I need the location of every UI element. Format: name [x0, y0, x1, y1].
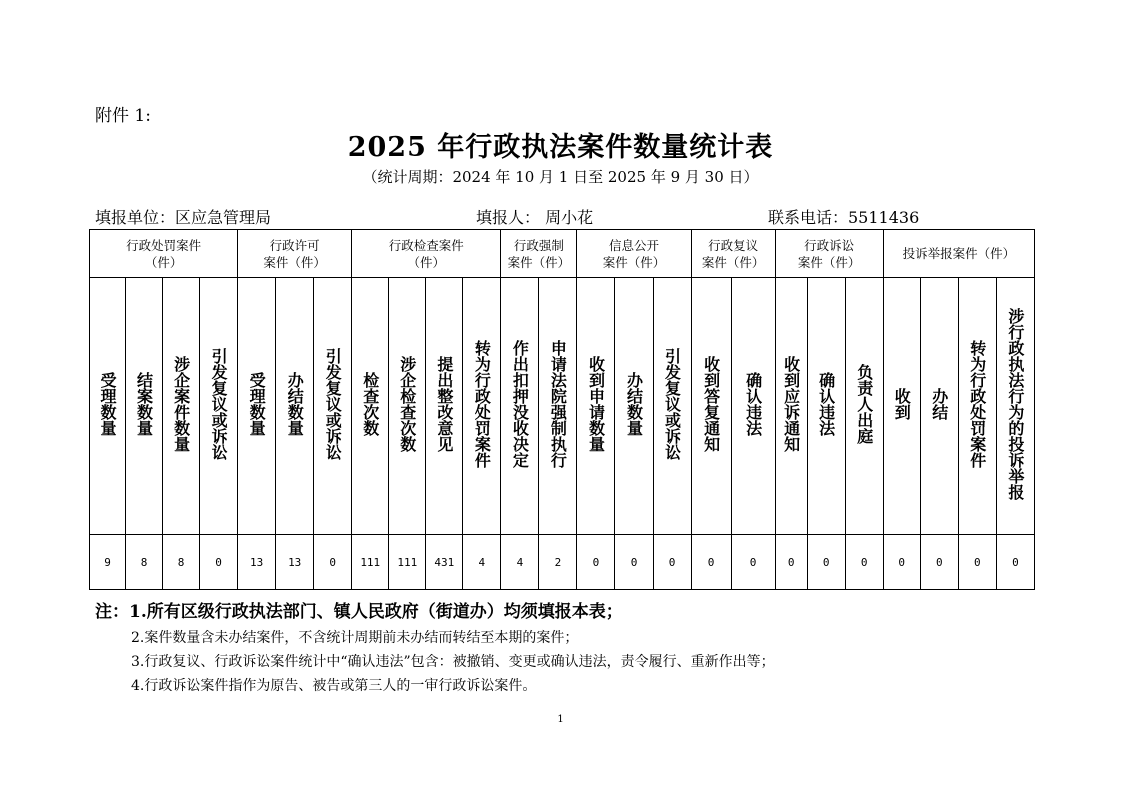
column-header-label: 引发复议或诉讼: [209, 348, 229, 460]
table-cell: 8: [126, 535, 163, 590]
column-header-label: 涉企检查次数: [397, 356, 417, 452]
column-header: [615, 278, 653, 535]
column-header-label: 申请法院强制执行: [548, 340, 568, 468]
column-header: [314, 278, 352, 535]
column-header: [807, 278, 845, 535]
column-header-label: 办结数量: [624, 372, 644, 436]
column-header: [352, 278, 389, 535]
column-header-label: 结案数量: [134, 372, 154, 436]
group-header: 行政诉讼 案件（件）: [775, 230, 883, 278]
column-header: [653, 278, 691, 535]
column-header: [731, 278, 775, 535]
column-header: [996, 278, 1034, 535]
table-cell: 0: [691, 535, 731, 590]
table-cell: 111: [389, 535, 426, 590]
note-4: 4.行政诉讼案件指作为原告、被告或第三人的一审行政诉讼案件。: [131, 678, 537, 694]
column-header: [501, 278, 539, 535]
column-header: [691, 278, 731, 535]
column-header-label: 受理数量: [98, 372, 118, 436]
column-header-label: 引发复议或诉讼: [323, 348, 343, 460]
column-header-label: 涉企案件数量: [171, 356, 191, 452]
group-header: 行政处罚案件 （件）: [90, 230, 238, 278]
table-cell: 0: [615, 535, 653, 590]
column-header-label: 涉行政执法行为的投诉举报: [1005, 308, 1025, 500]
column-header-label: 确认违法: [816, 372, 836, 436]
table-cell: 0: [731, 535, 775, 590]
table-cell: 0: [883, 535, 920, 590]
table-cell: 0: [775, 535, 807, 590]
table-cell: 13: [238, 535, 276, 590]
column-header: [539, 278, 577, 535]
column-header-label: 确认违法: [743, 372, 763, 436]
group-header: 行政复议 案件（件）: [691, 230, 775, 278]
column-header: [775, 278, 807, 535]
table-cell: 9: [90, 535, 126, 590]
reporting-unit: 填报单位：区应急管理局: [95, 208, 272, 227]
column-header: [200, 278, 238, 535]
table-cell: 0: [920, 535, 958, 590]
reporter-name: 填报人： 周小花: [476, 208, 594, 227]
column-header-label: 收到应诉通知: [781, 356, 801, 452]
table-cell: 431: [426, 535, 463, 590]
column-header-label: 转为行政处罚案件: [472, 340, 492, 468]
column-header-label: 办结数量: [285, 372, 305, 436]
column-header: [883, 278, 920, 535]
column-header: [958, 278, 996, 535]
column-header-label: 作出扣押没收决定: [510, 340, 530, 468]
table-cell: 0: [958, 535, 996, 590]
column-header-label: 收到答复通知: [701, 356, 721, 452]
column-header: [845, 278, 883, 535]
group-header: 行政检查案件 （件）: [352, 230, 501, 278]
column-header: [238, 278, 276, 535]
contact-phone: 联系电话：5511436: [768, 208, 920, 227]
note-1: 注：1.所有区级行政执法部门、镇人民政府（街道办）均须填报本表；: [95, 602, 623, 622]
table-cell: 8: [163, 535, 200, 590]
column-header: [90, 278, 126, 535]
column-header-label: 转为行政处罚案件: [967, 340, 987, 468]
table-cell: 0: [577, 535, 615, 590]
group-header-row: [90, 230, 1035, 278]
page-title: 2025 年行政执法案件数量统计表: [347, 132, 774, 163]
table-cell: 0: [653, 535, 691, 590]
statistics-period: （统计周期：2024 年 10 月 1 日至 2025 年 9 月 30 日）: [362, 168, 759, 186]
group-header: 信息公开 案件（件）: [577, 230, 691, 278]
note-2: 2.案件数量含未办结案件，不含统计周期前未办结而转结至本期的案件；: [131, 630, 579, 646]
table-cell: 0: [807, 535, 845, 590]
table-cell: 111: [352, 535, 389, 590]
column-header-label: 收到: [892, 388, 912, 420]
statistics-table: [89, 229, 1035, 590]
group-header: 投诉举报案件（件）: [883, 230, 1034, 278]
column-header-label: 负责人出庭: [854, 364, 874, 444]
page-number: 1: [557, 714, 564, 725]
column-header: [163, 278, 200, 535]
column-header: [463, 278, 501, 535]
attachment-label: 附件 1:: [95, 106, 151, 126]
column-header-row: [90, 278, 1035, 535]
table-cell: 13: [276, 535, 314, 590]
column-header-label: 收到申请数量: [586, 356, 606, 452]
table-cell: 2: [539, 535, 577, 590]
column-header-label: 检查次数: [360, 372, 380, 436]
column-header: [920, 278, 958, 535]
table-cell: 0: [314, 535, 352, 590]
column-header-label: 办结: [929, 388, 949, 420]
table-row: [90, 535, 1035, 590]
column-header: [426, 278, 463, 535]
column-header-label: 受理数量: [247, 372, 267, 436]
column-header-label: 引发复议或诉讼: [662, 348, 682, 460]
column-header: [389, 278, 426, 535]
group-header: 行政许可 案件（件）: [238, 230, 352, 278]
note-3: 3.行政复议、行政诉讼案件统计中“确认违法”包含：被撤销、变更或确认违法，责令履行、重新作出等；: [131, 654, 775, 670]
table-cell: 4: [501, 535, 539, 590]
table-cell: 4: [463, 535, 501, 590]
notes: [95, 597, 775, 700]
table-cell: 0: [996, 535, 1034, 590]
column-header-label: 提出整改意见: [434, 356, 454, 452]
group-header: 行政强制 案件（件）: [501, 230, 577, 278]
table-cell: 0: [200, 535, 238, 590]
column-header: [126, 278, 163, 535]
table-cell: 0: [845, 535, 883, 590]
column-header: [276, 278, 314, 535]
column-header: [577, 278, 615, 535]
